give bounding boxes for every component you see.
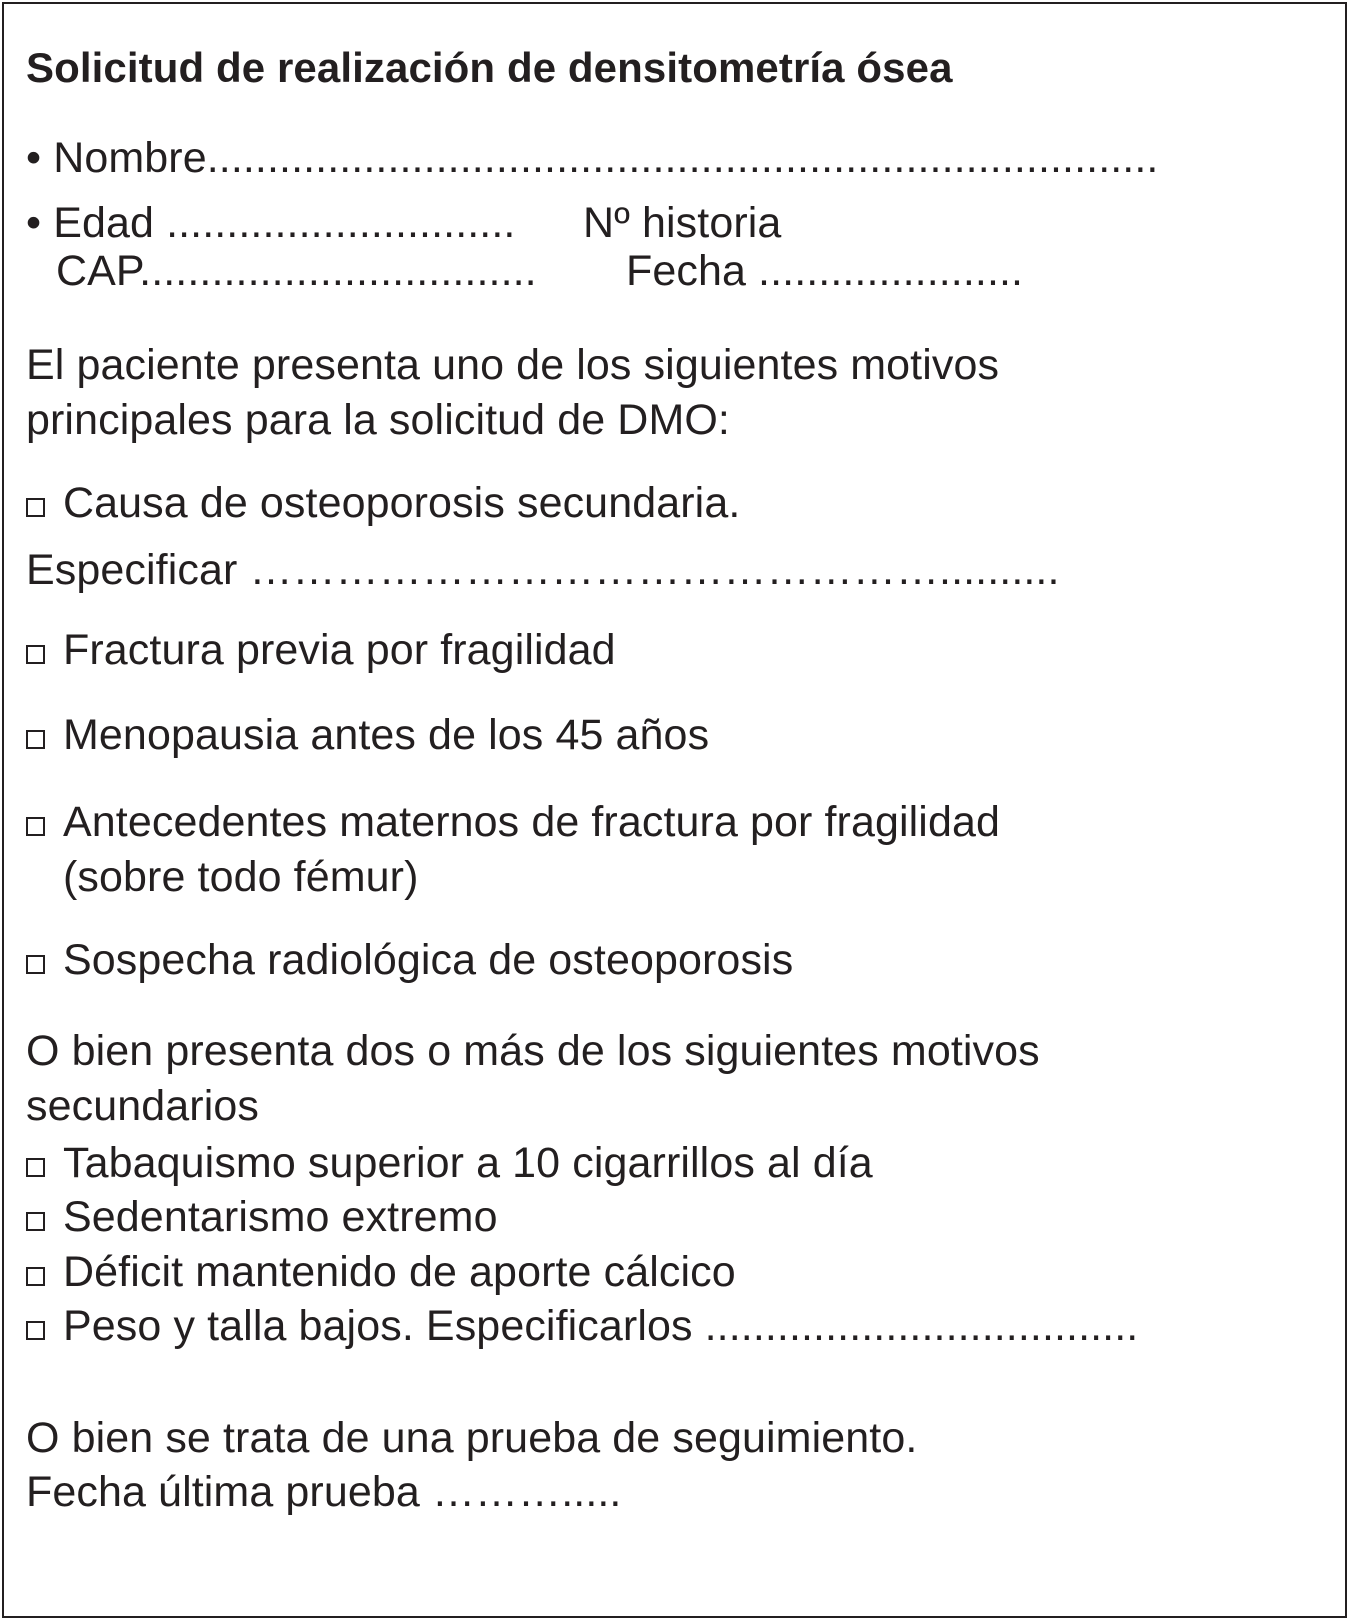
- primary-intro-line-1: El paciente presenta uno de los siguientes motivos: [26, 341, 1000, 389]
- option-radiological-suspicion: Sospecha radiológica de osteoporosis: [63, 936, 794, 984]
- last-test-date-field[interactable]: Fecha última prueba ……….....: [26, 1468, 622, 1516]
- option-secondary-osteoporosis: Causa de osteoporosis secundaria.: [63, 479, 741, 527]
- checkbox-icon[interactable]: [26, 1321, 45, 1340]
- form-title: Solicitud de realización de densitometría ósea: [26, 44, 953, 91]
- primary-intro-line-2: principales para la solicitud de DMO:: [26, 396, 730, 444]
- option-calcium-deficit: Déficit mantenido de aporte cálcico: [63, 1248, 736, 1296]
- option-early-menopause: Menopausia antes de los 45 años: [63, 711, 710, 759]
- secondary-intro-line-1: O bien presenta dos o más de los siguientes motivos: [26, 1027, 1040, 1075]
- option-smoking: Tabaquismo superior a 10 cigarrillos al día: [63, 1139, 873, 1187]
- option-maternal-fracture: Antecedentes maternos de fractura por fragilidad: [63, 798, 1001, 846]
- followup-line: O bien se trata de una prueba de seguimiento.: [26, 1414, 918, 1462]
- form-frame: [2, 2, 1347, 1618]
- field-name[interactable]: • Nombre...............................................................................: [26, 134, 1159, 182]
- field-age[interactable]: • Edad .............................: [26, 199, 516, 247]
- option-low-weight-height: Peso y talla bajos. Especificarlos ....................................: [63, 1302, 1139, 1350]
- checkbox-icon[interactable]: [26, 1212, 45, 1231]
- checkbox-icon[interactable]: [26, 645, 45, 664]
- secondary-intro-line-2: secundarios: [26, 1082, 259, 1130]
- checkbox-icon[interactable]: [26, 498, 45, 517]
- checkbox-icon[interactable]: [26, 730, 45, 749]
- checkbox-icon[interactable]: [26, 817, 45, 836]
- option-sedentarism: Sedentarismo extremo: [63, 1193, 498, 1241]
- specify-field[interactable]: Especificar …………………………………………..........: [26, 546, 1060, 594]
- field-date[interactable]: Fecha ......................: [626, 247, 1024, 295]
- field-history-number[interactable]: Nº historia: [583, 199, 782, 247]
- checkbox-icon[interactable]: [26, 1267, 45, 1286]
- option-previous-fracture: Fractura previa por fragilidad: [63, 626, 616, 674]
- field-cap[interactable]: CAP.................................: [56, 247, 537, 295]
- checkbox-icon[interactable]: [26, 955, 45, 974]
- option-maternal-fracture-note: (sobre todo fémur): [63, 853, 419, 901]
- checkbox-icon[interactable]: [26, 1158, 45, 1177]
